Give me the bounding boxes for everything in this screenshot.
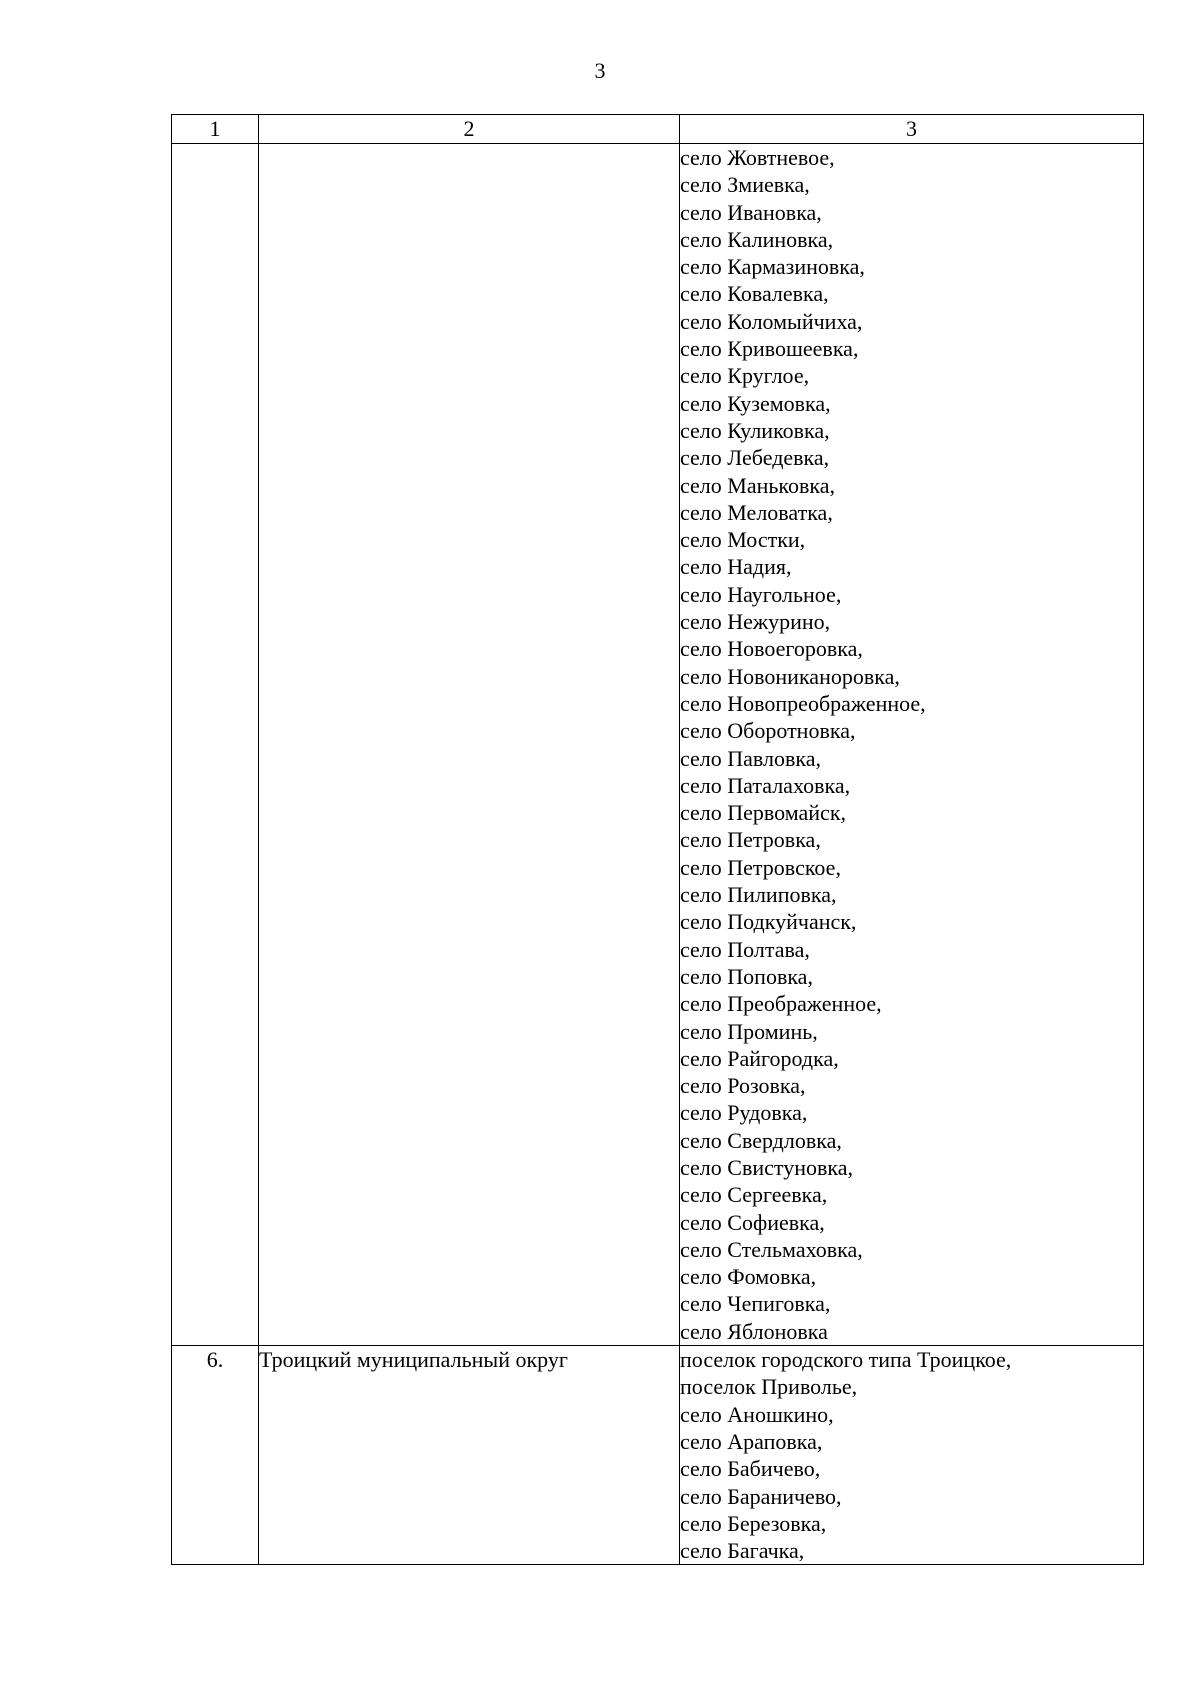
settlement-item: село Бараничево, <box>680 1483 842 1509</box>
settlement-item: село Коломыйчиха, <box>680 308 863 334</box>
settlement-item: село Калиновка, <box>680 226 834 252</box>
district-name-cell <box>259 144 680 1346</box>
settlement-item: село Новоегоровка, <box>680 636 863 662</box>
settlements-table <box>171 114 1144 1565</box>
settlement-item: село Розовка, <box>680 1073 806 1099</box>
settlement-item: село Новониканоровка, <box>680 663 900 689</box>
column-header-number: 1 <box>172 115 259 144</box>
settlement-item: село Лебедевка, <box>680 445 830 471</box>
settlement-item: село Сергеевка, <box>680 1182 828 1208</box>
page-number: 3 <box>594 58 606 83</box>
settlement-item: село Аношкино, <box>680 1401 834 1427</box>
settlement-item: село Проминь, <box>680 1018 818 1044</box>
settlement-item: село Багачка, <box>680 1538 805 1564</box>
settlement-item: село Жовтневое, <box>680 145 835 170</box>
settlement-item: село Яблоновка <box>680 1318 828 1344</box>
settlement-item: село Наугольное, <box>680 581 842 607</box>
table-body <box>172 144 1144 1565</box>
settlement-item: село Араповка, <box>680 1428 823 1454</box>
settlement-item: поселок городского типа Троицкое, <box>680 1347 1012 1373</box>
settlements-cell <box>680 144 1144 1346</box>
column-header-settlements: 3 <box>680 115 1144 144</box>
settlements-list <box>680 1346 1143 1564</box>
row-number-cell: 6. <box>172 1346 259 1565</box>
settlement-item: село Березовка, <box>680 1510 827 1536</box>
settlement-item: село Петровка, <box>680 827 821 853</box>
settlement-item: село Чепиговка, <box>680 1291 831 1317</box>
settlement-item: село Рудовка, <box>680 1100 808 1126</box>
settlement-item: село Бабичево, <box>680 1456 821 1482</box>
settlement-item: село Ковалевка, <box>680 281 829 307</box>
settlement-item: село Круглое, <box>680 363 810 389</box>
settlement-item: село Софиевка, <box>680 1209 825 1235</box>
settlement-item: село Нежурино, <box>680 609 831 635</box>
settlement-item: село Пилиповка, <box>680 882 837 908</box>
settlements-cell <box>680 1346 1144 1565</box>
settlement-item: село Надия, <box>680 554 792 580</box>
settlement-item: село Свистуновка, <box>680 1154 853 1180</box>
settlement-item: село Преображенное, <box>680 991 882 1017</box>
settlement-item: село Новопреображенное, <box>680 690 926 716</box>
table-row <box>172 144 1144 1346</box>
settlements-list <box>680 144 1143 1345</box>
settlement-item: село Змиевка, <box>680 172 810 198</box>
settlement-item: село Райгородка, <box>680 1045 839 1071</box>
column-header-district: 2 <box>259 115 680 144</box>
settlement-item: село Первомайск, <box>680 800 847 826</box>
settlement-item: село Маньковка, <box>680 472 835 498</box>
settlement-item: село Меловатка, <box>680 499 833 525</box>
settlement-item: поселок Приволье, <box>680 1374 858 1400</box>
settlement-item: село Стельмаховка, <box>680 1236 863 1262</box>
settlement-item: село Полтава, <box>680 936 810 962</box>
settlement-item: село Фомовка, <box>680 1264 817 1290</box>
row-number-cell <box>172 144 259 1346</box>
settlement-item: село Куземовка, <box>680 390 831 416</box>
settlement-item: село Паталаховка, <box>680 772 851 798</box>
settlement-item: село Подкуйчанск, <box>680 909 857 935</box>
settlement-item: село Кармазиновка, <box>680 254 865 280</box>
settlement-item: село Свердловка, <box>680 1127 842 1153</box>
settlement-item: село Павловка, <box>680 745 822 771</box>
table-header-row <box>172 115 1144 144</box>
table-row <box>172 1346 1144 1565</box>
settlement-item: село Оборотновка, <box>680 718 856 744</box>
district-name-cell: Троицкий муниципальный округ <box>259 1346 680 1565</box>
settlement-item: село Кривошеевка, <box>680 336 859 362</box>
settlement-item: село Поповка, <box>680 963 813 989</box>
settlement-item: село Петровское, <box>680 854 841 880</box>
settlement-item: село Ивановка, <box>680 199 822 225</box>
settlement-item: село Мостки, <box>680 527 806 553</box>
settlement-item: село Куликовка, <box>680 417 830 443</box>
